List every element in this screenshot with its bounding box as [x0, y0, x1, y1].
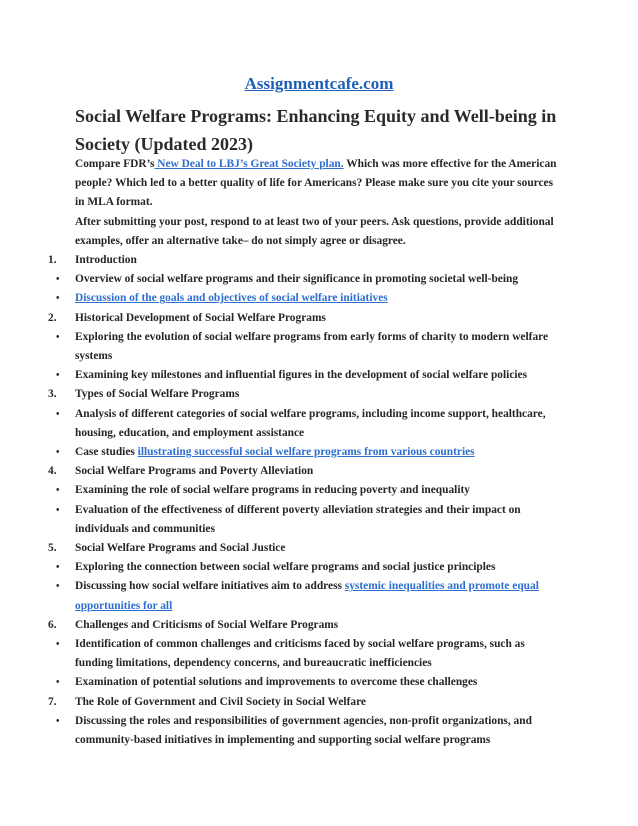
item-text: Exploring the evolution of social welfare programs from early forms of charity to modern welfare systems	[75, 330, 549, 363]
bullet-item	[0, 405, 563, 443]
item-text: Types of Social Welfare Programs	[75, 388, 240, 401]
bullet-icon: •	[56, 485, 60, 497]
bullet-item	[0, 443, 563, 462]
outline-heading	[0, 309, 563, 328]
outline-heading	[0, 616, 563, 635]
outline-heading	[0, 462, 563, 481]
bullet-item	[0, 673, 563, 692]
item-link[interactable]: illustrating successful social welfare programs from various countries	[137, 446, 475, 459]
item-text: Examining the role of social welfare programs in reducing poverty and inequality	[75, 484, 470, 497]
bullet-item	[0, 558, 563, 577]
intro-text-before: Compare FDR’s	[75, 158, 155, 170]
item-text: Case studies	[75, 446, 138, 459]
item-text: Evaluation of the effectiveness of different poverty alleviation strategies and their impact on individuals and communities	[75, 503, 521, 535]
outline-number: 6.	[48, 618, 57, 631]
intro-paragraph-2: After submitting your post, respond to at least two of your peers. Ask questions, provide additional examples, offer an alternative take– do not simply agree or disagree.	[75, 215, 554, 247]
bullet-item	[0, 577, 563, 615]
bullet-icon: •	[56, 408, 60, 420]
bullet-item	[0, 501, 563, 539]
item-text: Historical Development of Social Welfare Programs	[75, 311, 326, 324]
bullet-icon: •	[56, 293, 60, 305]
outline-heading	[0, 693, 563, 712]
bullet-item	[0, 635, 563, 673]
item-text: Examination of potential solutions and improvements to overcome these challenges	[75, 676, 478, 689]
item-text: Discussing the roles and responsibilities of government agencies, non-profit organizations, and community-based initiatives in implementing and supporting social welfare programs	[75, 714, 532, 747]
item-text: The Role of Government and Civil Society in Social Welfare	[75, 695, 366, 708]
bullet-icon: •	[56, 715, 60, 727]
item-text: Challenges and Criticisms of Social Welfare Programs	[75, 618, 339, 631]
intro-paragraph-1	[75, 155, 565, 213]
document-title: Social Welfare Programs: Enhancing Equity and Well-being in Society (Updated 2023)	[75, 106, 557, 154]
item-text: Overview of social welfare programs and their significance in promoting societal well-being	[75, 273, 519, 286]
outline-number: 3.	[48, 388, 57, 401]
document-body	[0, 155, 638, 750]
item-text: Exploring the connection between social welfare programs and social justice principles	[75, 561, 496, 574]
outline-number: 5.	[48, 542, 57, 555]
bullet-icon: •	[56, 447, 60, 459]
outline-number: 2.	[48, 311, 57, 324]
site-link[interactable]: Assignmentcafe.com	[244, 74, 394, 93]
item-text: Analysis of different categories of social welfare programs, including income support, healthcare, housing, education, and employment assistance	[75, 407, 546, 439]
bullet-item	[0, 270, 563, 289]
item-text: Examining key milestones and influential figures in the development of social welfare policies	[75, 369, 528, 382]
outline-number: 4.	[48, 465, 57, 478]
item-link[interactable]: systemic inequalities and promote equal opportunities for all	[75, 580, 539, 612]
site-header	[0, 74, 638, 94]
bullet-icon: •	[56, 331, 60, 343]
bullet-icon: •	[56, 504, 60, 516]
bullet-icon: •	[56, 677, 60, 689]
bullet-item	[0, 289, 563, 308]
outline-heading	[0, 385, 563, 404]
outline-heading	[0, 539, 563, 558]
bullet-item	[0, 712, 563, 750]
bullet-icon: •	[56, 562, 60, 574]
outline-number: 1.	[48, 254, 57, 267]
outline-number: 7.	[48, 695, 57, 708]
intro-text-after: Which was more effective for the American people? Which led to a better quality of life for Americans? Please make sure you cite your sources in MLA format.	[75, 158, 557, 209]
outline-list	[0, 251, 638, 750]
bullet-item	[0, 366, 563, 385]
bullet-icon: •	[56, 639, 60, 651]
outline-heading	[0, 251, 563, 270]
bullet-icon: •	[56, 581, 60, 593]
bullet-icon: •	[56, 370, 60, 382]
item-text: Identification of common challenges and criticisms faced by social welfare programs, such as funding limitations, dependency concerns, and bureaucratic inefficiencies	[75, 638, 525, 670]
bullet-icon: •	[56, 274, 60, 286]
item-text: Social Welfare Programs and Poverty Alleviation	[75, 465, 314, 478]
item-text: Introduction	[75, 254, 137, 267]
new-deal-link[interactable]: New Deal to LBJ’s Great Society plan.	[154, 158, 344, 170]
item-link[interactable]: Discussion of the goals and objectives of social welfare initiatives	[75, 292, 388, 305]
item-text: Discussing how social welfare initiatives aim to address	[75, 580, 345, 593]
item-text: Social Welfare Programs and Social Justice	[75, 542, 286, 555]
bullet-item	[0, 328, 563, 366]
bullet-item	[0, 481, 563, 500]
